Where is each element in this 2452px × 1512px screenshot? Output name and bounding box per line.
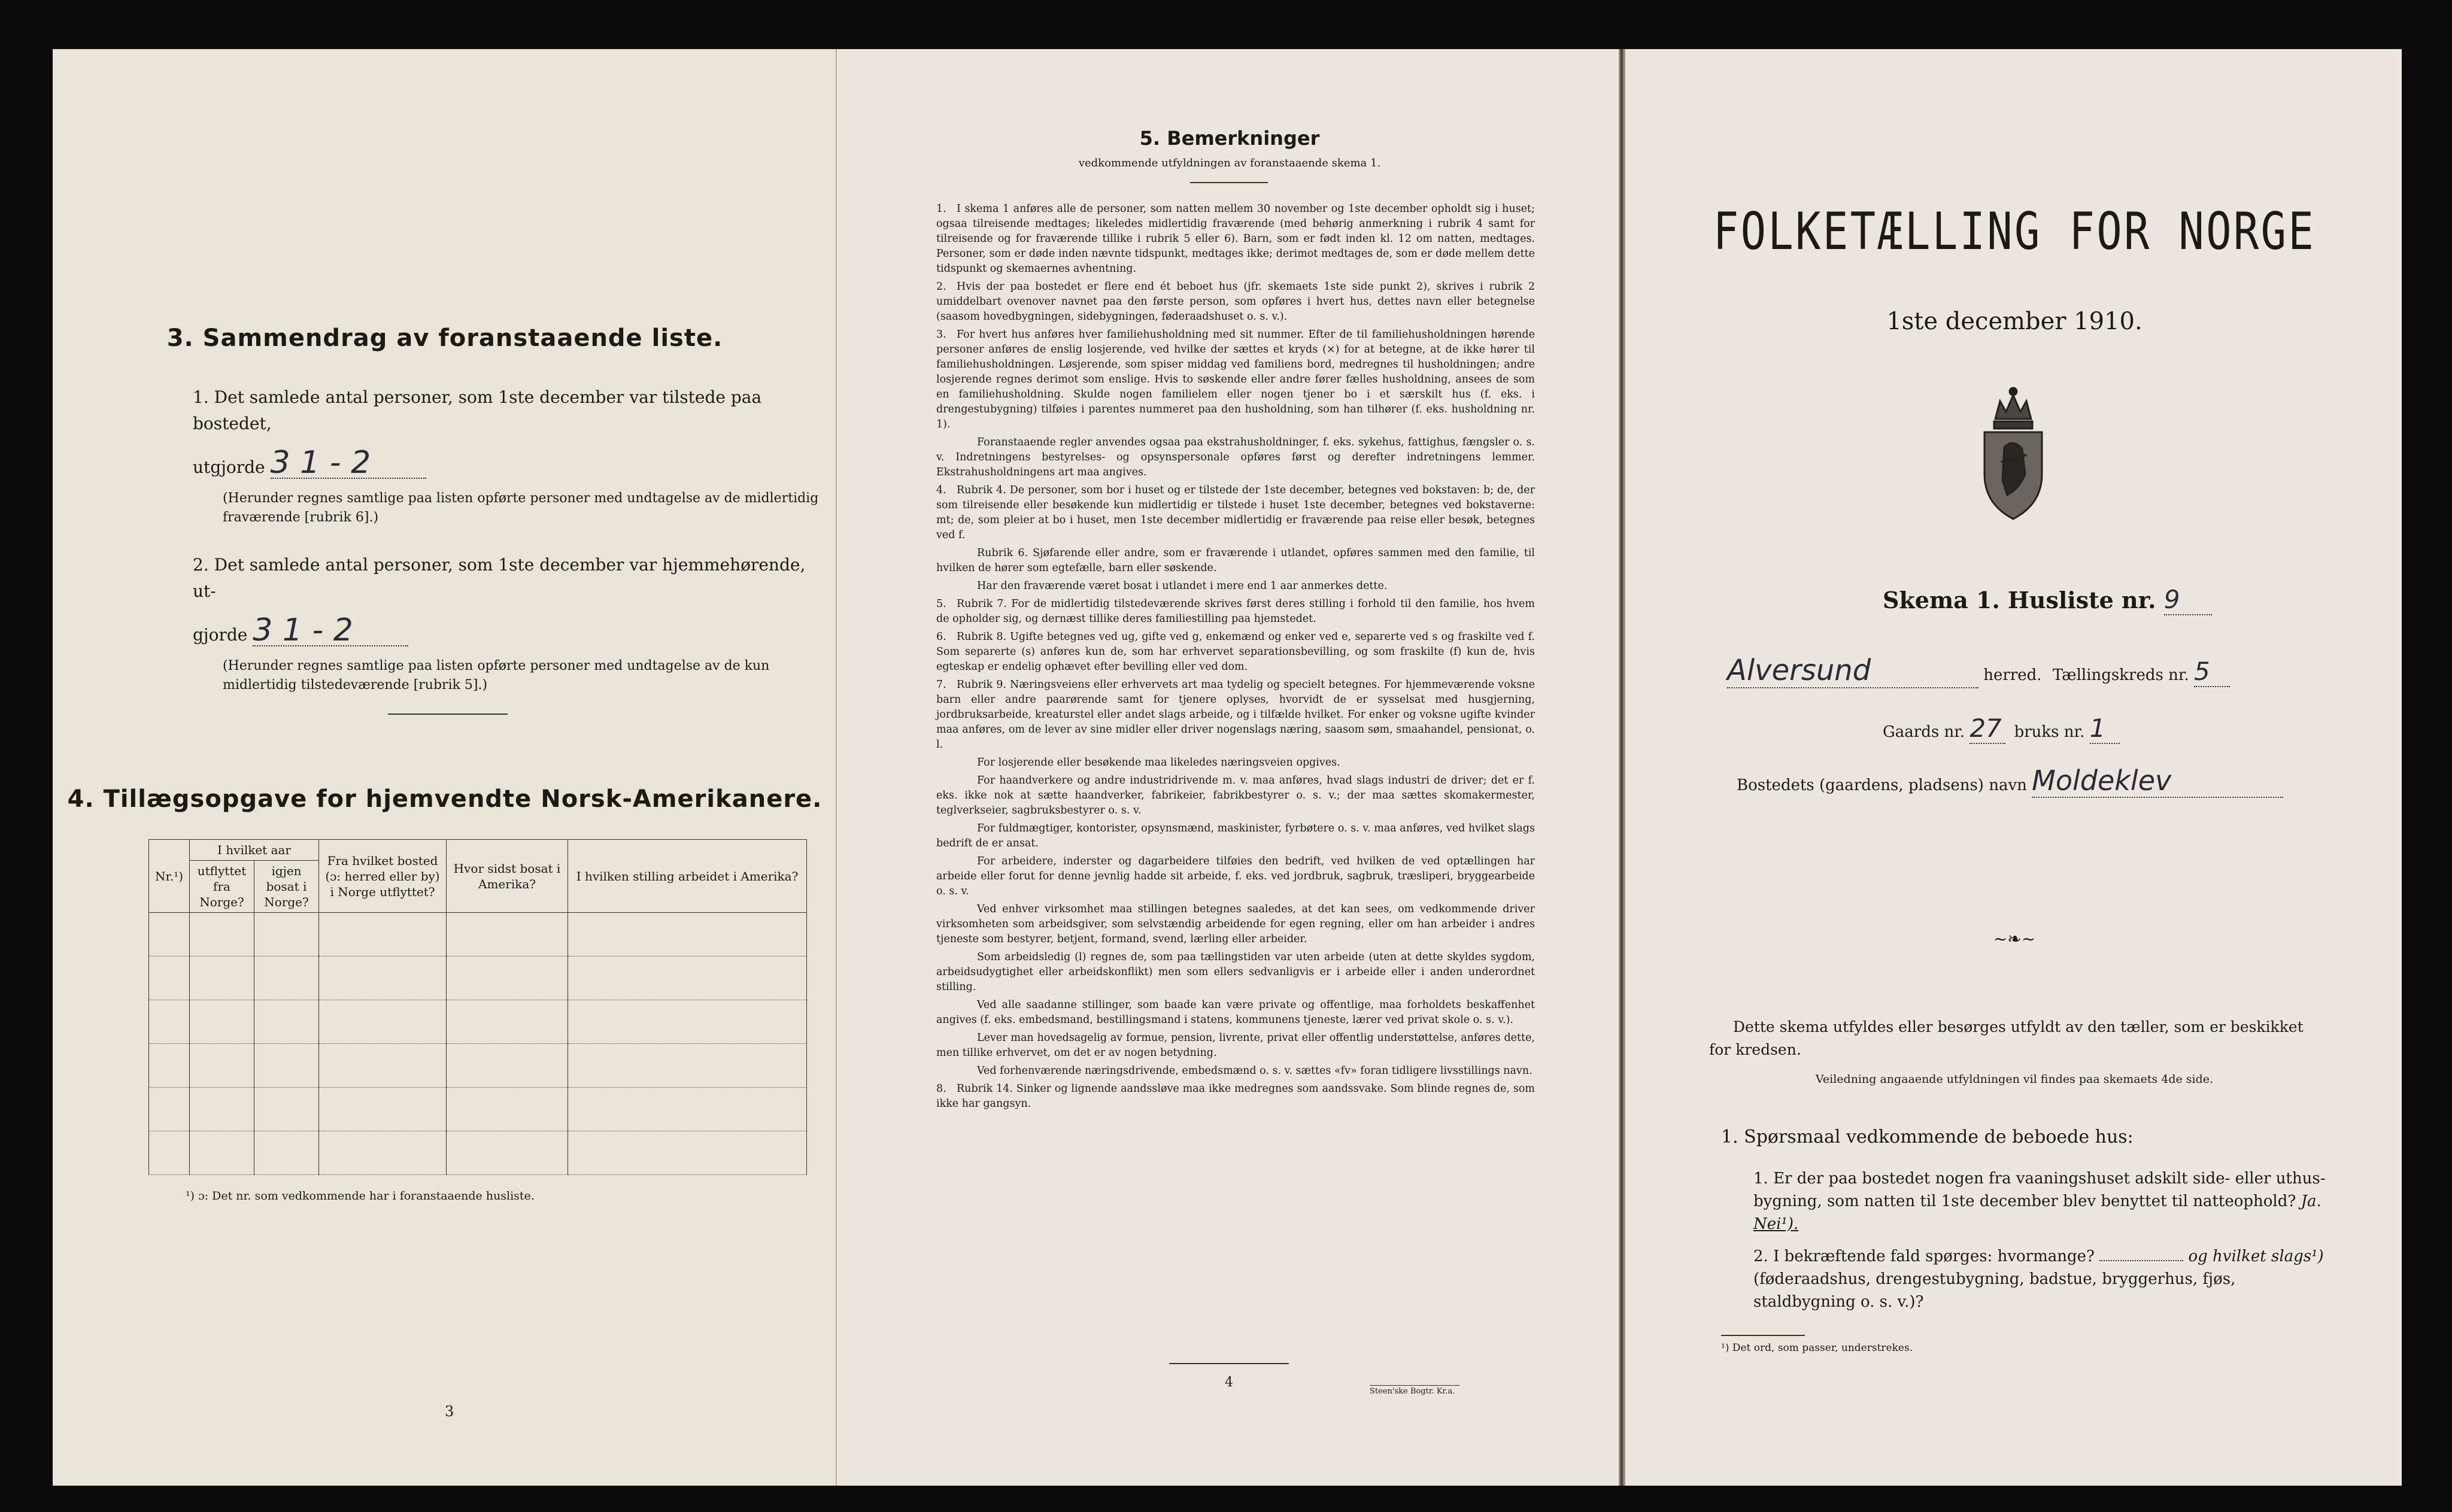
table-row [149, 1000, 807, 1044]
intro-guidance: Veiledning angaaende utfyldningen vil findes paa skemaets 4de side. [1815, 1073, 2214, 1086]
remark-text: For fuldmægtiger, kontorister, opsynsmænd, maskinister, fyrbøtere o. s. v. maa anføres, ved hvilket slags bedrift de er ansat. [936, 822, 1535, 849]
supplement-heading: 4. Tillægsopgave for hjemvendte Norsk-Amerikanere. [67, 785, 823, 813]
census-title: FOLKETÆLLING FOR NORGE [1713, 202, 2316, 262]
remark-item [936, 327, 1535, 432]
census-date: 1ste december 1910. [1886, 308, 2143, 335]
schema-label: Skema 1. Husliste nr. [1883, 587, 2156, 614]
col-igjen-bosat: igjen bosat i Norge? [254, 861, 319, 913]
kreds-value[interactable]: 5 [2194, 657, 2230, 687]
remarks-subheading: vedkommende utfyldningen av foranstaaende skema 1. [1078, 157, 1381, 169]
item2-note: (Herunder regnes samtlige paa listen opførte personer med undtagelse av de kun midlertidig tilstedeværende [rubrik 5].) [223, 658, 770, 693]
coat-of-arms-icon [1971, 384, 2055, 522]
table-row [149, 1131, 807, 1175]
remark-number: 7. [936, 679, 946, 691]
remark-text: For losjerende eller besøkende maa likeledes næringsveien opgives. [977, 757, 1340, 769]
table-row [149, 1044, 807, 1088]
question-2-slags: og hvilket slags¹) [2188, 1247, 2324, 1265]
question-1 [1753, 1167, 2340, 1235]
question-1-text: 1. Er der paa bostedet nogen fra vaaningshuset adskilt side- eller uthus-bygning, som natten til 1ste december blev benyttet til natteophold? [1753, 1170, 2326, 1210]
hvormange-field[interactable] [2099, 1260, 2183, 1261]
col-bosted: Fra hvilket bosted (ɔ: herred eller by) i Norge utflyttet? [319, 840, 447, 913]
remark-number: 4. [936, 484, 946, 496]
divider [388, 714, 508, 715]
remark-number: 2. [936, 281, 946, 293]
col-stilling: I hvilken stilling arbeidet i Amerika? [568, 840, 807, 913]
remark-text: Ved alle saadanne stillinger, som baade kan være private og offentlige, maa forholdets beskaffenhet angives (f. eks. embedsmand, bestillingsmand i statens, kommunens tjeneste, lærer ved privat skole o. s. v.). [936, 999, 1535, 1026]
remark-text: I skema 1 anføres alle de personer, som natten mellem 30 november og 1ste december opholdt sig i huset; ogsaa tilreisende medtages; likeledes midlertidig fraværende (med behørig anmerkning i rubrik 4 samt for tilreisende og for fraværende tillike i rubrik 5 eller 6). Barn, som er født inden kl. 12 om natten, medtages. Personer, som er døde inden nævnte tidspunkt, medtages ikke; derimot medtages de, som er døde mellem dette tidspunkt og skemaernes avhentning. [936, 203, 1535, 275]
remark-text: Rubrik 9. Næringsveiens eller erhvervets art maa tydelig og specielt betegnes. For hjemmeværende voksne barn eller andre paarørende samt for tjenere oplyses, hvorvidt de er sysselsat med husgjerning, jordbruksarbeide, kreaturstel eller andet slags arbeide, og i tilfælde hvilket. For enker og voksne ugifte kvinder maa anføres, om de lever av sine midler eller driver nogenslags næring, saasom søm, smaahandel, pensionat, o. l. [936, 679, 1535, 751]
remark-item [936, 280, 1535, 324]
remark-item [936, 773, 1535, 818]
bosted-label: Bostedets (gaardens, pladsens) navn [1737, 776, 2027, 794]
table-row [149, 1088, 807, 1131]
remark-text: Foranstaaende regler anvendes ogsaa paa ekstrahusholdninger, f. eks. sykehus, fattighus, fængsler o. s. v. Indretningens bestyrelses- og opsynspersonale opføres først og derefter indretningens lemmer. Ekstrahusholdningens art maa angives. [936, 436, 1535, 478]
remark-item [936, 630, 1535, 675]
footnote-rule [1721, 1335, 1805, 1336]
heading-divider [1190, 182, 1268, 183]
remark-item [936, 1064, 1535, 1079]
remark-text: Rubrik 14. Sinker og lignende aandssløve maa ikke medregnes som aandssvake. Som blinde regnes de, som ikke har gangsyn. [936, 1083, 1535, 1110]
remark-item [936, 435, 1535, 480]
table-row [149, 913, 807, 957]
remark-text: Lever man hovedsagelig av formue, pension, livrente, privat eller offentlig understøttelse, anføres dette, men tillike erhvervet, om det er av nogen betydning. [936, 1032, 1535, 1059]
herred-label: herred. [1983, 666, 2042, 684]
remark-text: For haandverkere og andre industridrivende m. v. maa anføres, hvad slags industri de driver; det er f. eks. ikke nok at sætte haandverker, fabrikeier, fabrikbestyrer o. s. v.; der maa sættes skomakermester, teglverkseier, sagbruksbestyrer o. s. v. [936, 775, 1535, 816]
remarks-list [936, 202, 1535, 1115]
remark-text: Ved forhenværende næringsdrivende, embedsmænd o. s. v. sættes «fv» foran tidligere livsstillings navn. [977, 1065, 1532, 1077]
intro-text: Dette skema utfyldes eller besørges utfyldt av den tæller, som er beskikket for kredsen. [1709, 1018, 2304, 1058]
question-heading: 1. Spørsmaal vedkommende de beboede hus: [1721, 1127, 2134, 1147]
remark-item [936, 950, 1535, 995]
remark-item [936, 1031, 1535, 1061]
remark-item [936, 821, 1535, 851]
remark-item [936, 755, 1535, 770]
norsk-amerikaner-table [148, 839, 807, 1175]
page-number-4: 4 [1225, 1375, 1233, 1390]
page1-footnote: ¹) Det ord, som passer, understrekes. [1721, 1342, 1913, 1354]
item1-prefix: utgjorde [193, 457, 265, 477]
remark-item [936, 998, 1535, 1028]
husliste-number[interactable]: 9 [2164, 585, 2212, 615]
remark-item [936, 854, 1535, 899]
remark-item [936, 902, 1535, 947]
col-nr: Nr.¹) [149, 840, 190, 913]
answer-ja[interactable]: Ja. [2301, 1192, 2321, 1210]
remark-number: 8. [936, 1083, 946, 1095]
bruk-label: bruks nr. [2014, 723, 2085, 741]
item1-text: 1. Det samlede antal personer, som 1ste december var tilstede paa bostedet, [193, 387, 762, 433]
remark-number: 1. [936, 203, 946, 215]
remarks-heading: 5. Bemerkninger [1139, 127, 1320, 150]
col-utflyttet: utflyttet fra Norge? [190, 861, 254, 913]
summary-heading: 3. Sammendrag av foranstaaende liste. [166, 324, 723, 352]
bottom-divider [1169, 1363, 1289, 1364]
question-2 [1753, 1245, 2340, 1313]
herred-value[interactable]: Alversund [1727, 654, 1978, 688]
remark-text: Rubrik 4. De personer, som bor i huset og er tilstede der 1ste december, betegnes ved bokstaven: b; de, der som tilreisende eller besøkende kun midlertidig er tilstede i huset 1ste december, betegnes ved bokstaverne: mt; de, som pleier at bo i huset, men 1ste december midlertidig er fraværende paa reise eller besøk, betegnes ved f. [936, 484, 1535, 541]
item2-prefix: gjorde [193, 625, 248, 645]
ornament-divider: ~❧~ [1993, 929, 2036, 949]
page-number-3: 3 [445, 1403, 454, 1420]
remark-item [936, 579, 1535, 594]
gaard-value[interactable]: 27 [1970, 714, 2005, 744]
table-row [149, 957, 807, 1000]
remark-number: 5. [936, 598, 946, 610]
remark-text: Som arbeidsledig (l) regnes de, som paa tællingstiden var uten arbeide (uten at dette skyldes sygdom, arbeidsudygtighet eller arbeidskonflikt) men som ellers sedvanligvis er i arbeide eller i anden underordnet stilling. [936, 951, 1535, 993]
remark-text: Rubrik 7. For de midlertidig tilstedeværende skrives først deres stilling i forhold til den familie, hos hvem de opholder sig, og dernæst tillike deres familiestilling paa hjemstedet. [936, 598, 1535, 625]
bosted-value[interactable]: Moldeklev [2032, 764, 2283, 798]
remark-text: Rubrik 6. Sjøfarende eller andre, som er fraværende i utlandet, opføres sammen med den familie, til hvilken de hører som egtefælle, barn eller søskende. [936, 547, 1535, 574]
remark-text: Ved enhver virksomhet maa stillingen betegnes saaledes, at det kan sees, om vedkommende driver virksomheten som arbeidsgiver, som selvstændig arbeidende for egen regning, eller om han arbeider i andres tjeneste som bestyrer, betjent, formand, svend, lærling eller arbeider. [936, 903, 1535, 945]
remark-number: 6. [936, 631, 946, 643]
remark-text: For hvert hus anføres hver familiehusholdning med sit nummer. Efter de til familiehusholdningen hørende personer anføres de enslig losjerende, ved hvilke der sættes et kryds (×) for at betegne, at de ikke hører til familiehusholdningen. Løsjerende, som spiser middag ved familiens bord, medregnes til husholdningen; andre losjerende regnes derimot som enslige. Hvis to søskende eller andre fører fælles husholdning, ansees de som en familiehusholdning. Skulde nogen familielem eller nogen tjener bo i et særskilt hus (f. eks. i drengestubygning) tilføies i parentes nummeret paa den husholdning, som han tilhører (f. eks. husholdning nr. 1). [936, 329, 1535, 430]
page-3 [53, 49, 837, 1486]
remark-item [936, 546, 1535, 576]
remark-text: Hvis der paa bostedet er flere end ét beboet hus (jfr. skemaets 1ste side punkt 2), skrives i rubrik 2 umiddelbart ovenover navnet paa den første person, som opføres i hvert hus, dettes navn eller betegnelse (saasom hovedbygningen, sidebygningen, føderaadshuset o. s. v.). [936, 281, 1535, 323]
remark-text: Har den fraværende været bosat i utlandet i mere end 1 aar anmerkes dette. [977, 580, 1388, 592]
col-sidst-bosat: Hvor sidst bosat i Amerika? [447, 840, 568, 913]
gaard-label: Gaards nr. [1883, 723, 1965, 741]
item1-note: (Herunder regnes samtlige paa listen opførte personer med undtagelse av de midlertidig fraværende [rubrik 6].) [223, 491, 819, 525]
remark-item [936, 597, 1535, 627]
item1-value[interactable]: 3 1 - 2 [271, 448, 426, 479]
question-2-examples: (føderaadshus, drengestubygning, badstue, bryggerhus, fjøs, staldbygning o. s. v.)? [1753, 1270, 2236, 1311]
item2-value[interactable]: 3 1 - 2 [253, 615, 408, 646]
remark-text: Rubrik 8. Ugifte betegnes ved ug, gifte ved g, enkemænd og enker ved e, separerte ved s og fraskilte ved f. Som separerte (s) anføres kun de, som har erhvervet separationsbevilling, og som fraskilte (f) kun de, hvis egteskap er endelig ophævet efter bevilling eller ved dom. [936, 631, 1535, 673]
remark-text: For arbeidere, inderster og dagarbeidere tilføies den bedrift, ved hvilken de ved optællingen har arbeide eller forut for denne jevnlig hadde sit arbeide, f. eks. ved jordbruk, sagbruk, træsliperi, bryggearbeide o. s. v. [936, 855, 1535, 897]
table-footnote: ¹) ɔ: Det nr. som vedkommende har i foranstaaende husliste. [186, 1189, 535, 1203]
remark-item [936, 202, 1535, 277]
page-4 [837, 49, 1622, 1486]
item2-text: 2. Det samlede antal personer, som 1ste december var hjemmehørende, ut- [193, 555, 806, 601]
summary-item-1 [193, 384, 819, 527]
answer-nei[interactable]: Nei¹). [1753, 1215, 1799, 1233]
question-2-text: 2. I bekræftende fald spørges: hvormange? [1753, 1247, 2095, 1265]
col-group-aar: I hvilket aar [190, 840, 319, 861]
summary-item-2 [193, 552, 815, 695]
kreds-label: Tællingskreds nr. [2052, 666, 2189, 684]
page-1 [1623, 49, 2402, 1486]
remark-item [936, 1082, 1535, 1112]
remark-number: 3. [936, 329, 946, 341]
printer-mark: Steen'ske Bogtr. Kr.a. [1370, 1385, 1459, 1396]
remark-item [936, 678, 1535, 752]
remark-item [936, 483, 1535, 543]
bruk-value[interactable]: 1 [2090, 714, 2120, 744]
